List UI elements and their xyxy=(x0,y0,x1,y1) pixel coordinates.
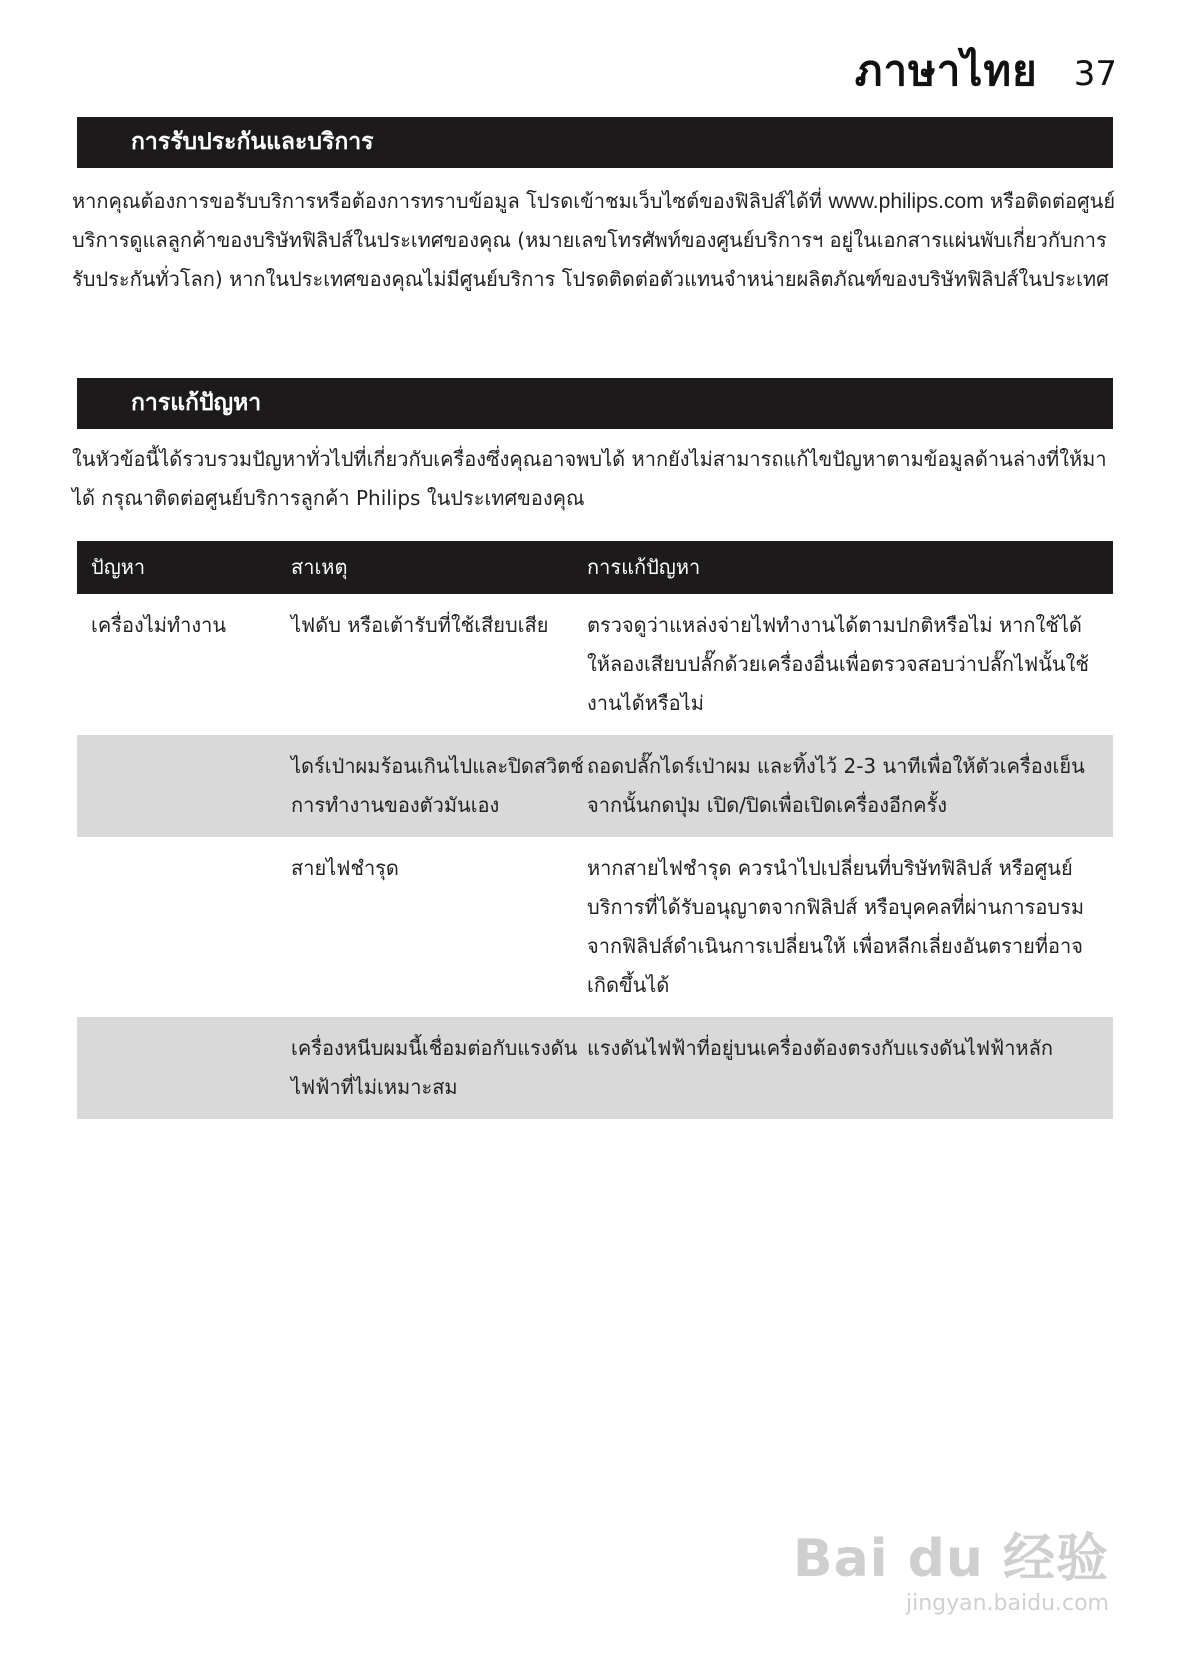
cell-problem xyxy=(77,1029,291,1107)
baidu-watermark xyxy=(793,1516,1109,1616)
warranty-text-1: หากคุณต้องการขอรับบริการหรือต้องการทราบข้อมูล โปรดเข้าชมเว็บไซต์ของฟิลิปส์ได้ที่ xyxy=(72,189,829,213)
troubleshooting-intro: ในหัวข้อนี้ได้รวบรวมปัญหาทั่วไปที่เกี่ยวกับเครื่องซึ่งคุณอาจพบได้ หากยังไม่สามารถแก้ไขปัญหาตามข้อมูลด้านล่างที่ให้มาได้ กรุณาติดต่อศูนย์บริการลูกค้า Philips ในประเทศของคุณ xyxy=(72,447,1107,510)
warranty-text-2: หรือติดต่อศูนย์บริการดูแลลูกค้าของบริษัทฟิลิปส์ในประเทศของคุณ (หมายเลขโทรศัพท์ของศูนย์บริการฯ อยู่ในเอกสารแผ่นพับเกี่ยวกับการรับประกันทั่วโลก) หากในประเทศของคุณไม่มีศูนย์บริการ โปรดติดต่อตัวแทนจำหน่ายผลิตภัณฑ์ของบริษัทฟิลิปส์ในประเทศ xyxy=(72,189,1116,291)
language-title: ภาษาไทย xyxy=(854,46,1038,95)
cell-solution: ตรวจดูว่าแหล่งจ่ายไฟทำงานได้ตามปกติหรือไม่ หากใช้ได้ ให้ลองเสียบปลั๊กด้วยเครื่องอื่นเพื่อตรวจสอบว่าปลั๊กไฟนั้นใช้งานได้หรือไม่ xyxy=(587,613,1089,715)
column-header-problem: ปัญหา xyxy=(91,555,146,579)
cell-cause: เครื่องหนีบผมนี้เชื่อมต่อกับแรงดันไฟฟ้าที่ไม่เหมาะสม xyxy=(291,1036,578,1099)
baidu-logo: Bai du 经验 xyxy=(793,1529,1109,1589)
cell-problem: เครื่องไม่ทำงาน xyxy=(91,613,227,637)
page-number: 37 xyxy=(1073,54,1117,94)
cell-cause: ไดร์เป่าผมร้อนเกินไปและปิดสวิตช์การทำงานของตัวมันเอง xyxy=(291,754,584,817)
cell-cause: ไฟดับ หรือเต้ารับที่ใช้เสียบเสีย xyxy=(291,613,549,637)
table-row xyxy=(77,735,1113,837)
cell-problem xyxy=(77,747,291,825)
table-header-row xyxy=(77,541,1113,594)
warranty-paragraph xyxy=(72,182,1116,299)
page-header xyxy=(855,38,1117,104)
troubleshooting-heading: การแก้ปัญหา xyxy=(77,378,1113,429)
philips-url-link[interactable]: www.philips.com xyxy=(828,190,984,213)
cell-solution: หากสายไฟชำรุด ควรนำไปเปลี่ยนที่บริษัทฟิลิปส์ หรือศูนย์บริการที่ได้รับอนุญาตจากฟิลิปส์ หรือบุคคลที่ผ่านการอบรมจากฟิลิปส์ดำเนินการเปลี่ยนให้ เพื่อหลีกเลี่ยงอันตรายที่อาจเกิดขึ้นได้ xyxy=(587,856,1085,997)
cell-solution: แรงดันไฟฟ้าที่อยู่บนเครื่องต้องตรงกับแรงดันไฟฟ้าหลัก xyxy=(587,1036,1053,1060)
table-row xyxy=(77,594,1113,735)
cell-solution: ถอดปลั๊กไดร์เป่าผม และทิ้งไว้ 2-3 นาทีเพื่อให้ตัวเครื่องเย็น จากนั้นกดปุ่ม เปิด/ปิดเพื่อเปิดเครื่องอีกครั้ง xyxy=(587,754,1085,817)
cell-cause: สายไฟชำรุด xyxy=(291,856,399,880)
table-row xyxy=(77,1017,1113,1119)
warranty-heading: การรับประกันและบริการ xyxy=(77,117,1113,168)
column-header-solution: การแก้ปัญหา xyxy=(587,555,701,579)
baidu-url: jingyan.baidu.com xyxy=(905,1591,1109,1616)
troubleshooting-table xyxy=(77,541,1113,1119)
cell-problem xyxy=(77,849,291,1005)
table-row xyxy=(77,837,1113,1017)
column-header-cause: สาเหตุ xyxy=(291,555,348,579)
